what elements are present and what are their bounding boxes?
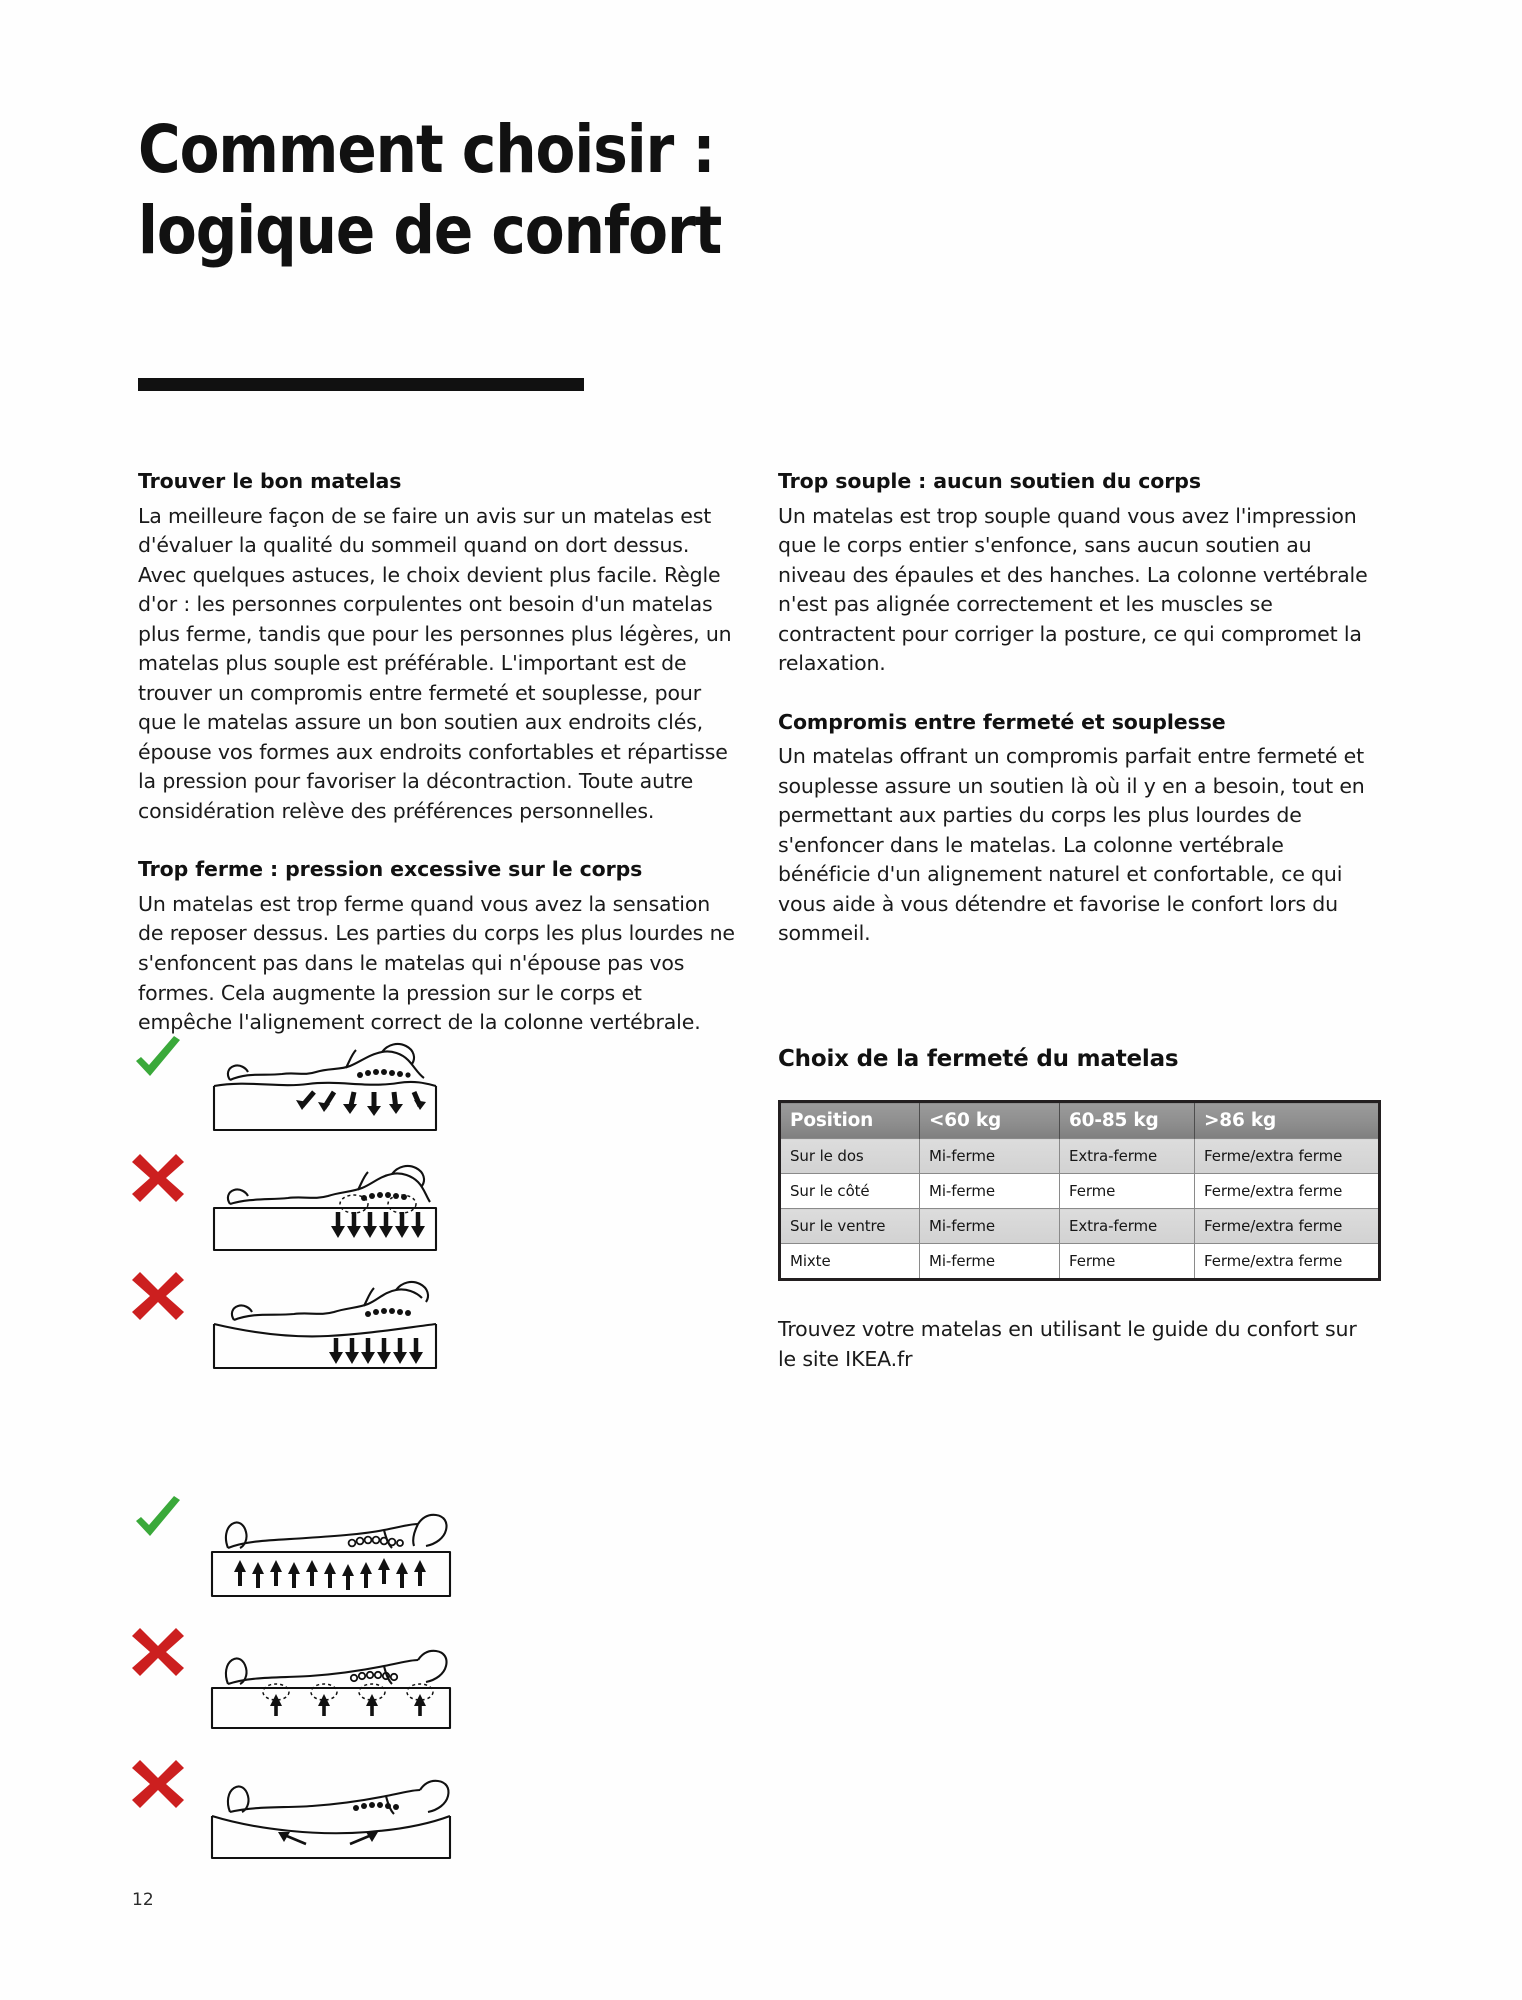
page-title bbox=[138, 110, 1038, 271]
table-col-under-60: <60 kg bbox=[920, 1102, 1060, 1139]
cell-60-85: Ferme bbox=[1060, 1174, 1195, 1209]
cell-60-85: Extra-ferme bbox=[1060, 1209, 1195, 1244]
paragraph-compromis: Un matelas offrant un compromis parfait entre fermeté et souplesse assure un soutien là où il y en a besoin, tout en permettant aux parties du corps les plus lourdes de s'enfoncer dans le matelas. La colonne vertébrale bénéficie d'un alignement naturel et confortable, ce qui vous aide à vous détendre et favorise le confort lors du sommeil. bbox=[778, 744, 1365, 946]
heading-trop-ferme: Trop ferme : pression excessive sur le corps bbox=[138, 857, 643, 882]
table-note-text: Trouvez votre matelas en utilisant le guide du confort sur le site IKEA.fr bbox=[778, 1317, 1357, 1371]
mattress-side-too-soft-diagram bbox=[178, 1266, 478, 1386]
illustration-back-too-soft bbox=[130, 1754, 600, 1886]
cell-position: Sur le dos bbox=[780, 1139, 920, 1174]
cell-over-86: Ferme/extra ferme bbox=[1195, 1209, 1380, 1244]
page-title-line-1: Comment choisir : bbox=[138, 111, 715, 188]
paragraph-trop-ferme: Un matelas est trop ferme quand vous avez la sensation de reposer dessus. Les parties du corps les plus lourdes ne s'enfoncent pas dans le matelas qui n'épouse pas vos formes. Cela augmente la pression sur le corps et empêche l'alignement correct de la colonne vertébrale. bbox=[138, 891, 735, 1035]
right-text-column bbox=[778, 468, 1378, 949]
table-header-row bbox=[780, 1102, 1380, 1139]
paragraph-trouver-le-bon-matelas: La meilleure façon de se faire un avis sur un matelas est d'évaluer la qualité du sommeil quand on dort dessus. Avec quelques astuces, le choix devient plus facile. Règle d'or : les personnes corpulentes ont besoin d'un matelas plus ferme, tandis que pour les personnes plus légères, un matelas plus souple est préférable. L'important est de trouver un compromis entre fermeté et souplesse, pour que le matelas assure un bon soutien aux endroits clés, épouse vos formes aux endroits confortables et répartisse la pression pour favoriser la décontraction. Toute autre considération relève des préférences personnelles. bbox=[138, 503, 732, 823]
left-text-column bbox=[138, 468, 738, 1038]
heading-compromis: Compromis entre fermeté et souplesse bbox=[778, 709, 1226, 734]
cell-over-86: Ferme/extra ferme bbox=[1195, 1244, 1380, 1280]
illustration-back-correct bbox=[130, 1490, 600, 1622]
illustration-group-side-sleeper bbox=[130, 1030, 600, 1398]
mattress-side-correct-diagram bbox=[178, 1030, 478, 1142]
cell-position: Sur le ventre bbox=[780, 1209, 920, 1244]
page-title-line-2: logique de confort bbox=[138, 191, 722, 269]
table-heading: Choix de la fermeté du matelas bbox=[778, 1046, 1179, 1072]
mattress-side-too-firm-diagram bbox=[178, 1148, 478, 1260]
table-row bbox=[780, 1209, 1380, 1244]
illustration-back-too-firm bbox=[130, 1622, 600, 1754]
paragraph-trop-souple: Un matelas est trop souple quand vous avez l'impression que le corps entier s'enfonce, sans aucun soutien au niveau des épaules et des hanches. La colonne vertébrale n'est pas alignée correctement et les muscles se contractent pour corriger la posture, ce qui compromet la relaxation. bbox=[778, 503, 1368, 676]
cell-under-60: Mi-ferme bbox=[920, 1209, 1060, 1244]
illustration-side-too-soft bbox=[130, 1266, 600, 1398]
mattress-back-correct-diagram bbox=[178, 1490, 498, 1610]
table-col-60-85: 60-85 kg bbox=[1060, 1102, 1195, 1139]
illustration-side-too-firm bbox=[130, 1148, 600, 1266]
title-divider-rule bbox=[138, 378, 584, 391]
cell-over-86: Ferme/extra ferme bbox=[1195, 1174, 1380, 1209]
cell-60-85: Ferme bbox=[1060, 1244, 1195, 1280]
illustration-side-correct bbox=[130, 1030, 600, 1148]
mattress-back-too-soft-diagram bbox=[178, 1754, 498, 1874]
table-col-position: Position bbox=[780, 1102, 920, 1139]
mattress-back-too-firm-diagram bbox=[178, 1622, 498, 1742]
cell-60-85: Extra-ferme bbox=[1060, 1139, 1195, 1174]
cell-under-60: Mi-ferme bbox=[920, 1139, 1060, 1174]
cell-under-60: Mi-ferme bbox=[920, 1244, 1060, 1280]
table-row bbox=[780, 1244, 1380, 1280]
page-number: 12 bbox=[132, 1890, 154, 1910]
cell-over-86: Ferme/extra ferme bbox=[1195, 1139, 1380, 1174]
illustration-group-back-sleeper bbox=[130, 1490, 600, 1886]
table-row bbox=[780, 1139, 1380, 1174]
table-row bbox=[780, 1174, 1380, 1209]
cell-position: Mixte bbox=[780, 1244, 920, 1280]
heading-trouver-le-bon-matelas: Trouver le bon matelas bbox=[138, 469, 402, 493]
heading-trop-souple: Trop souple : aucun soutien du corps bbox=[778, 469, 1201, 493]
table-col-over-86: >86 kg bbox=[1195, 1102, 1380, 1139]
firmness-table bbox=[778, 1100, 1381, 1281]
cell-position: Sur le côté bbox=[780, 1174, 920, 1209]
cell-under-60: Mi-ferme bbox=[920, 1174, 1060, 1209]
